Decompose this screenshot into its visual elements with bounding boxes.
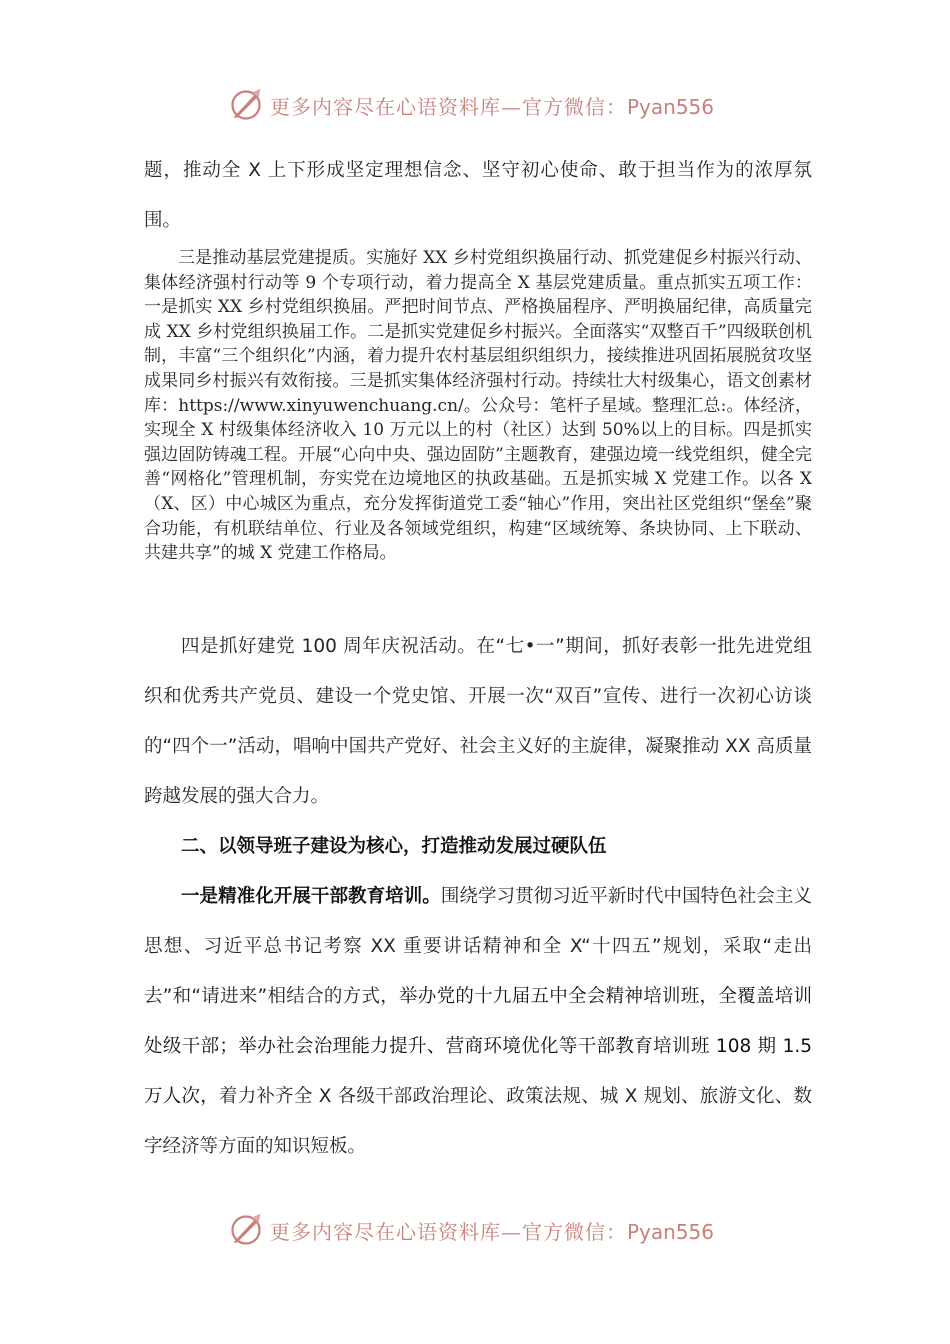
paragraph-lead: 一是精准化开展干部教育培训。 xyxy=(181,886,441,907)
paragraph-text-end: 着力补齐全 X 各级干部政治理论、政策法规、城 X 规划、旅游文化、数字经济等方面的知识短板。 xyxy=(144,1086,812,1157)
paragraph-text: 围绕学习贯彻习近平新时代中国特色社会主义思想、习近平总书记考察 XX 重要讲话精神和全 X“十四五”规划，采取“走出去”和“请进来”相结合的方式， xyxy=(144,886,812,1007)
paragraph-grassroots: 三是推动基层党建提质。实施好 XX 乡村党组织换届行动、抓党建促乡村振兴行动、集体经济强村行动等 9 个专项行动，着力提高全 X 基层党建质量。重点抓实五项工作：一是抓实 XX 乡村党组织换届。严把时间节点、严格换届程序、严明换届纪律，高质量完成 XX 乡村党组织换届工作。二是抓实党建促乡村振兴。全面落实“双整百千”四级联创机制，丰富“三个组织化”内涵，着力提升农村基层组织组织力，接续推进巩固拓展脱贫攻坚成果同乡村振兴有效衔接。三是抓实集体经济强村行动。持续壮大村级集心，语文创素材库：https://www.xinyuwenchuang.cn/。公众号：笔杆子星域。整理汇总:。体经济，实现全 X 村级集体经济收入 10 万元以上的村（社区）达到 50%以上的目标。四是抓实强边固防铸魂工程。开展“心向中央、强边固防”主题教育，建强边境一线党组织，健全完善“网格化”管理机制，夯实党在边境地区的执政基础。五是抓实城 X 党建工作。以各 X（X、区）中心城区为重点，充分发挥街道党工委“轴心”作用，突出社区党组织“堡垒”聚合功能，有机联结单位、行业及各领域党组织，构建“区域统筹、条块协同、上下联动、共建共享”的城 X 党建工作格局。 xyxy=(144,248,812,564)
section-heading: 二、以领导班子建设为核心，打造推动发展过硬队伍 xyxy=(181,836,607,857)
paragraph-text-dark: 举办党的十九届五中全会精神培训班，全覆盖培训处级干部；举办社会治理能力提升、营商环境优化等干部教育培训班 108 期 1.5 万人次， xyxy=(144,986,812,1107)
quill-pen-icon xyxy=(228,87,264,123)
watermark-text: 更多内容尽在心语资料库—官方微信：Pyan556 xyxy=(270,94,715,119)
paragraph-training xyxy=(144,872,812,1172)
paragraph-continuation: 题，推动全 X 上下形成坚定理想信念、坚守初心使命、敢于担当作为的浓厚氛围。 xyxy=(144,160,812,231)
quill-pen-icon xyxy=(228,1212,264,1248)
watermark-text: 更多内容尽在心语资料库—官方微信：Pyan556 xyxy=(270,1219,715,1244)
header-watermark-banner xyxy=(228,84,748,126)
paragraph-centenary: 四是抓好建党 100 周年庆祝活动。在“七•一”期间，抓好表彰一批先进党组织和优秀共产党员、建设一个党史馆、开展一次“双百”宣传、进行一次初心访谈的“四个一”活动，唱响中国共产党好、社会主义好的主旋律，凝聚推动 XX 高质量跨越发展的强大合力。 xyxy=(144,636,812,807)
footer-watermark-banner xyxy=(228,1209,748,1251)
